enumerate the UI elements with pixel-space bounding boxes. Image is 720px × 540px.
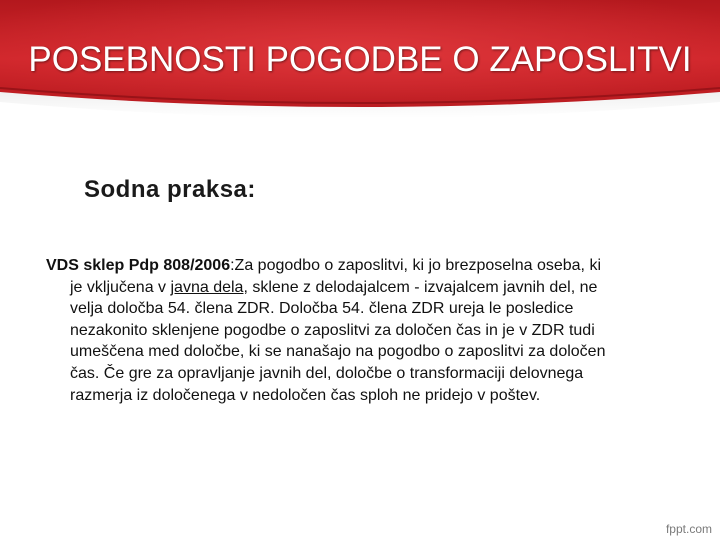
- body-line-2-pre: je vključena v: [70, 278, 171, 296]
- body-line-2-post: , sklene z delodajalcem - izvajalcem javnih del, ne: [243, 278, 598, 296]
- body-line-7: razmerja iz določenega v nedoločen čas sploh ne pridejo v poštev.: [70, 386, 541, 404]
- body-line-1: [46, 255, 686, 277]
- body-paragraph: [46, 255, 686, 406]
- body-line-2: [46, 277, 686, 299]
- body-line-6: čas. Če gre za opravljanje javnih del, določbe o transformaciji delovnega: [70, 364, 584, 382]
- body-line-4: nezakonito sklenjene pogodbe o zaposlitvi za določen čas in je v ZDR tudi: [70, 321, 595, 339]
- subheading: Sodna praksa:: [84, 176, 256, 203]
- body-line-3: velja določba 54. člena ZDR. Določba 54. člena ZDR ureja le posledice: [70, 300, 574, 318]
- watermark: fppt.com: [665, 522, 712, 536]
- underlined-term: javna dela: [170, 278, 244, 296]
- slide-title: POSEBNOSTI POGODBE O ZAPOSLITVI: [28, 40, 692, 79]
- case-reference: VDS sklep Pdp 808/2006: [46, 257, 231, 274]
- body-line-5: umeščena med določbe, ki se nanašajo na pogodbo o zaposlitvi za določen: [70, 343, 606, 361]
- body-line-1-text: :Za pogodbo o zaposlitvi, ki jo brezposelna oseba, ki: [230, 257, 601, 274]
